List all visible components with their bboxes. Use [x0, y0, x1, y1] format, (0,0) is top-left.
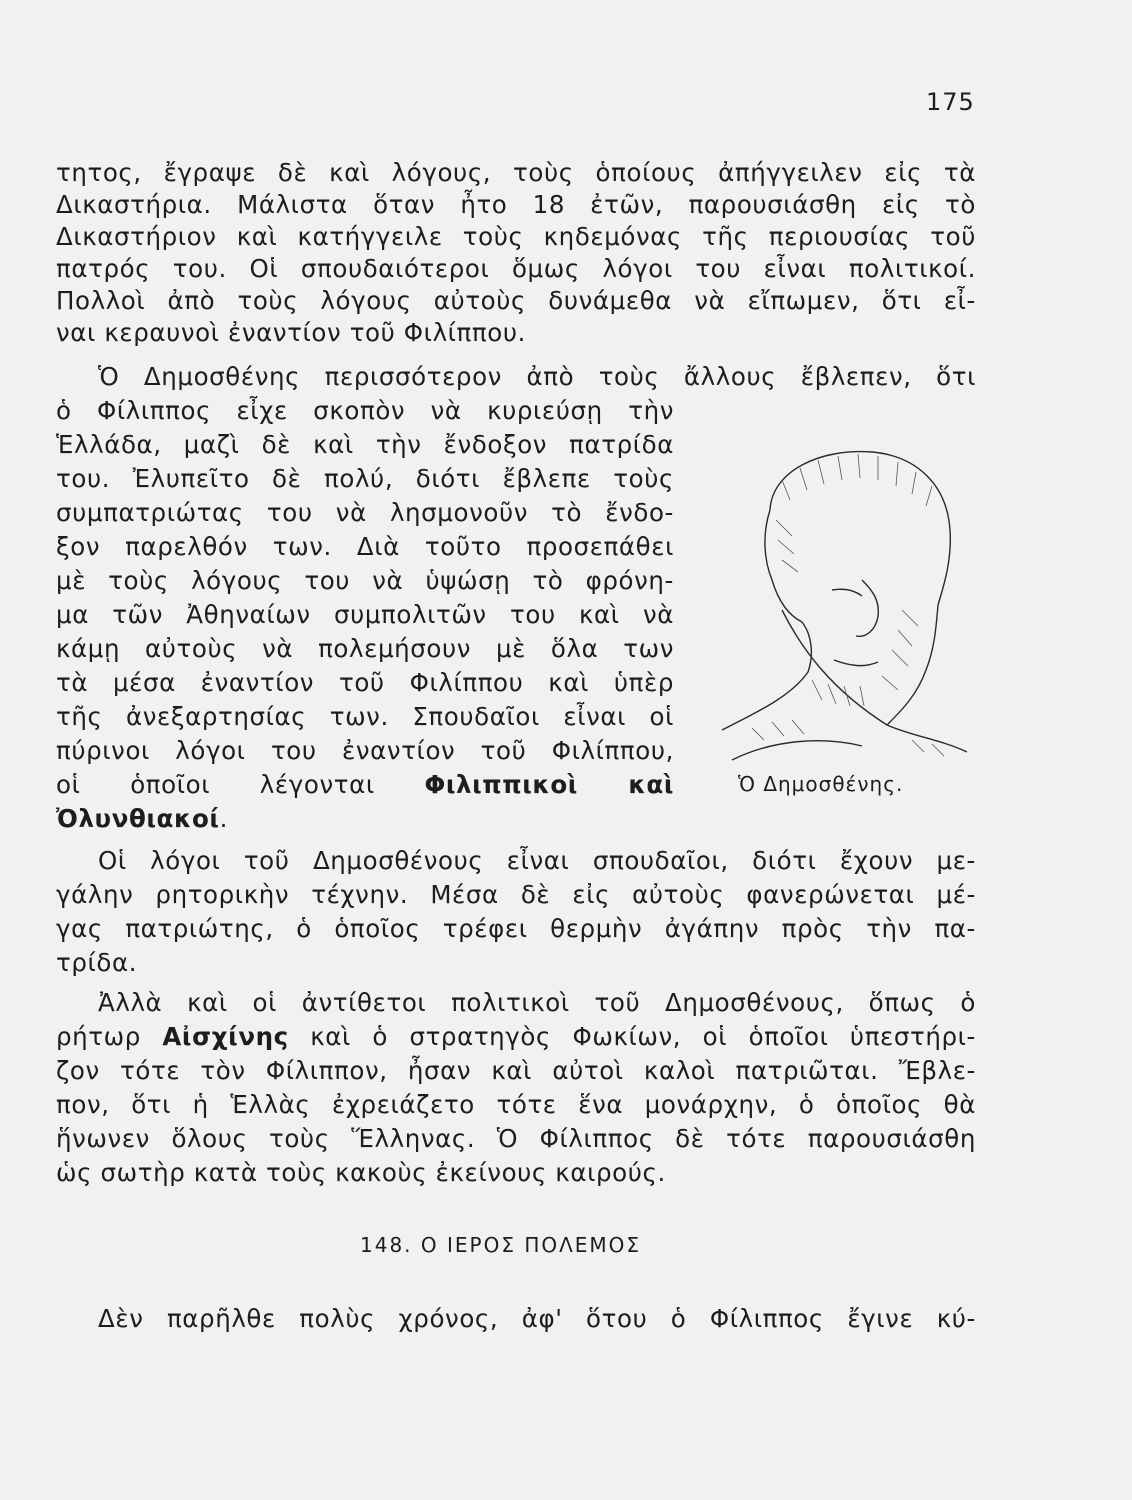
- text-line: [98, 1304, 976, 1334]
- text-run: οἱ ὁποῖοι λέγονται: [56, 770, 425, 799]
- text-line: [56, 498, 674, 528]
- text-run: γας πατριώτης, ὁ ὁποῖος τρέφει θερμὴν ἀγάπην πρὸς τὴν πα-: [56, 914, 976, 943]
- text-run: πατρός του. Οἱ σπουδαιότεροι ὅμως λόγοι του εἶναι πολιτικοί.: [56, 254, 976, 283]
- text-line: [56, 914, 976, 944]
- bold-term: Ὀλυνθιακοί: [56, 804, 220, 833]
- text-line: [56, 668, 674, 698]
- text-line: [56, 880, 976, 910]
- text-run: ζον τότε τὸν Φίλιππον, ἦσαν καὶ αὐτοὶ καλοὶ πατριῶται. Ἔβλε-: [56, 1056, 976, 1085]
- text-run: τῆς ἀνεξαρτησίας των. Σπουδαῖοι εἶναι οἱ: [56, 702, 674, 731]
- text-run: Ἑλλάδα, μαζὶ δὲ καὶ τὴν ἔνδοξον πατρίδα: [56, 430, 674, 459]
- text-run: Πολλοὶ ἀπὸ τοὺς λόγους αὐτοὺς δυνάμεθα νὰ εἴπωμεν, ὅτι εἶ-: [56, 286, 976, 315]
- text-line: [98, 846, 976, 876]
- text-line: [56, 222, 976, 252]
- text-run: Ὁ Δημοσθένης περισσότερον ἀπὸ τοὺς ἄλλους ἔβλεπεν, ὅτι: [98, 362, 976, 391]
- section-heading: 148. Ο ΙΕΡΟΣ ΠΟΛΕΜΟΣ: [360, 1233, 642, 1257]
- text-run: ρήτωρ: [56, 1022, 163, 1051]
- text-run: .: [219, 804, 228, 833]
- text-line: [56, 736, 674, 766]
- text-line: [56, 804, 228, 834]
- text-run: ὡς σωτὴρ κατὰ τοὺς κακοὺς ἐκείνους καιρούς.: [56, 1158, 666, 1187]
- text-run: ναι κεραυνοὶ ἐναντίον τοῦ Φιλίππου.: [56, 318, 527, 347]
- bold-term: Αἰσχίνης: [162, 1022, 289, 1051]
- text-line: [56, 1090, 976, 1120]
- text-line: [56, 464, 674, 494]
- portrait-caption: Ὁ Δημοσθένης.: [738, 772, 904, 796]
- text-run: πύρινοι λόγοι του ἐναντίον τοῦ Φιλίππου,: [56, 736, 674, 765]
- bold-term: Φιλιππικοὶ καὶ: [424, 770, 674, 799]
- text-run: πον, ὅτι ἡ Ἑλλὰς ἐχρειάζετο τότε ἕνα μονάρχην, ὁ ὁποῖος θὰ: [56, 1090, 976, 1119]
- text-run: τητος, ἔγραψε δὲ καὶ λόγους, τοὺς ὁποίους ἀπήγγειλεν εἰς τὰ: [56, 158, 976, 187]
- text-line: [56, 702, 674, 732]
- text-line: [56, 1158, 666, 1188]
- text-line: [98, 988, 976, 1018]
- text-line: [56, 318, 526, 348]
- text-run: συμπατριώτας του νὰ λησμονοῦν τὸ ἔνδο-: [56, 498, 674, 527]
- text-run: Οἱ λόγοι τοῦ Δημοσθένους εἶναι σπουδαῖοι, διότι ἔχουν με-: [98, 846, 976, 875]
- text-line: [56, 254, 976, 284]
- text-run: τὰ μέσα ἐναντίον τοῦ Φιλίππου καὶ ὑπὲρ: [56, 668, 674, 697]
- text-line: [56, 948, 137, 978]
- text-line: [56, 532, 674, 562]
- text-line: [56, 1056, 976, 1086]
- text-line: [56, 396, 674, 426]
- text-run: Δικαστήριον καὶ κατήγγειλε τοὺς κηδεμόνας τῆς περιουσίας τοῦ: [56, 222, 976, 251]
- text-line: [56, 158, 976, 188]
- text-run: Δικαστήρια. Μάλιστα ὅταν ἦτο 18 ἐτῶν, παρουσιάσθη εἰς τὸ: [56, 190, 976, 219]
- text-line: [56, 190, 976, 220]
- bust-portrait-icon: [712, 440, 972, 770]
- text-run: ὁ Φίλιππος εἶχε σκοπὸν νὰ κυριεύσῃ τὴν: [56, 396, 674, 425]
- text-line: [56, 634, 674, 664]
- text-line: [56, 286, 976, 316]
- text-line: [56, 770, 674, 800]
- page-number: 175: [926, 88, 975, 116]
- text-run: κάμῃ αὐτοὺς νὰ πολεμήσουν μὲ ὅλα των: [56, 634, 674, 663]
- text-line: [56, 430, 674, 460]
- text-line: [98, 362, 976, 392]
- text-run: Ἀλλὰ καὶ οἱ ἀντίθετοι πολιτικοὶ τοῦ Δημοσθένους, ὅπως ὁ: [98, 988, 976, 1017]
- text-run: καὶ ὁ στρατηγὸς Φωκίων, οἱ ὁποῖοι ὑπεστήρι-: [288, 1022, 976, 1051]
- text-run: μὲ τοὺς λόγους του νὰ ὑψώσῃ τὸ φρόνη-: [56, 566, 674, 595]
- text-run: ἥνωνεν ὅλους τοὺς Ἕλληνας. Ὁ Φίλιππος δὲ τότε παρουσιάσθη: [56, 1124, 976, 1153]
- text-run: γάλην ρητορικὴν τέχνην. Μέσα δὲ εἰς αὐτοὺς φανερώνεται μέ-: [56, 880, 976, 909]
- text-line: [56, 1124, 976, 1154]
- text-line: [56, 1022, 976, 1052]
- text-run: του. Ἐλυπεῖτο δὲ πολύ, διότι ἔβλεπε τοὺς: [56, 464, 674, 493]
- text-line: [56, 566, 674, 596]
- text-run: ξον παρελθόν των. Διὰ τοῦτο προσεπάθει: [56, 532, 674, 561]
- text-run: μα τῶν Ἀθηναίων συμπολιτῶν του καὶ νὰ: [56, 600, 674, 629]
- text-run: Δὲν παρῆλθε πολὺς χρόνος, ἀφ' ὅτου ὁ Φίλιππος ἔγινε κύ-: [98, 1304, 976, 1333]
- text-line: [56, 600, 674, 630]
- text-run: τρίδα.: [56, 948, 138, 977]
